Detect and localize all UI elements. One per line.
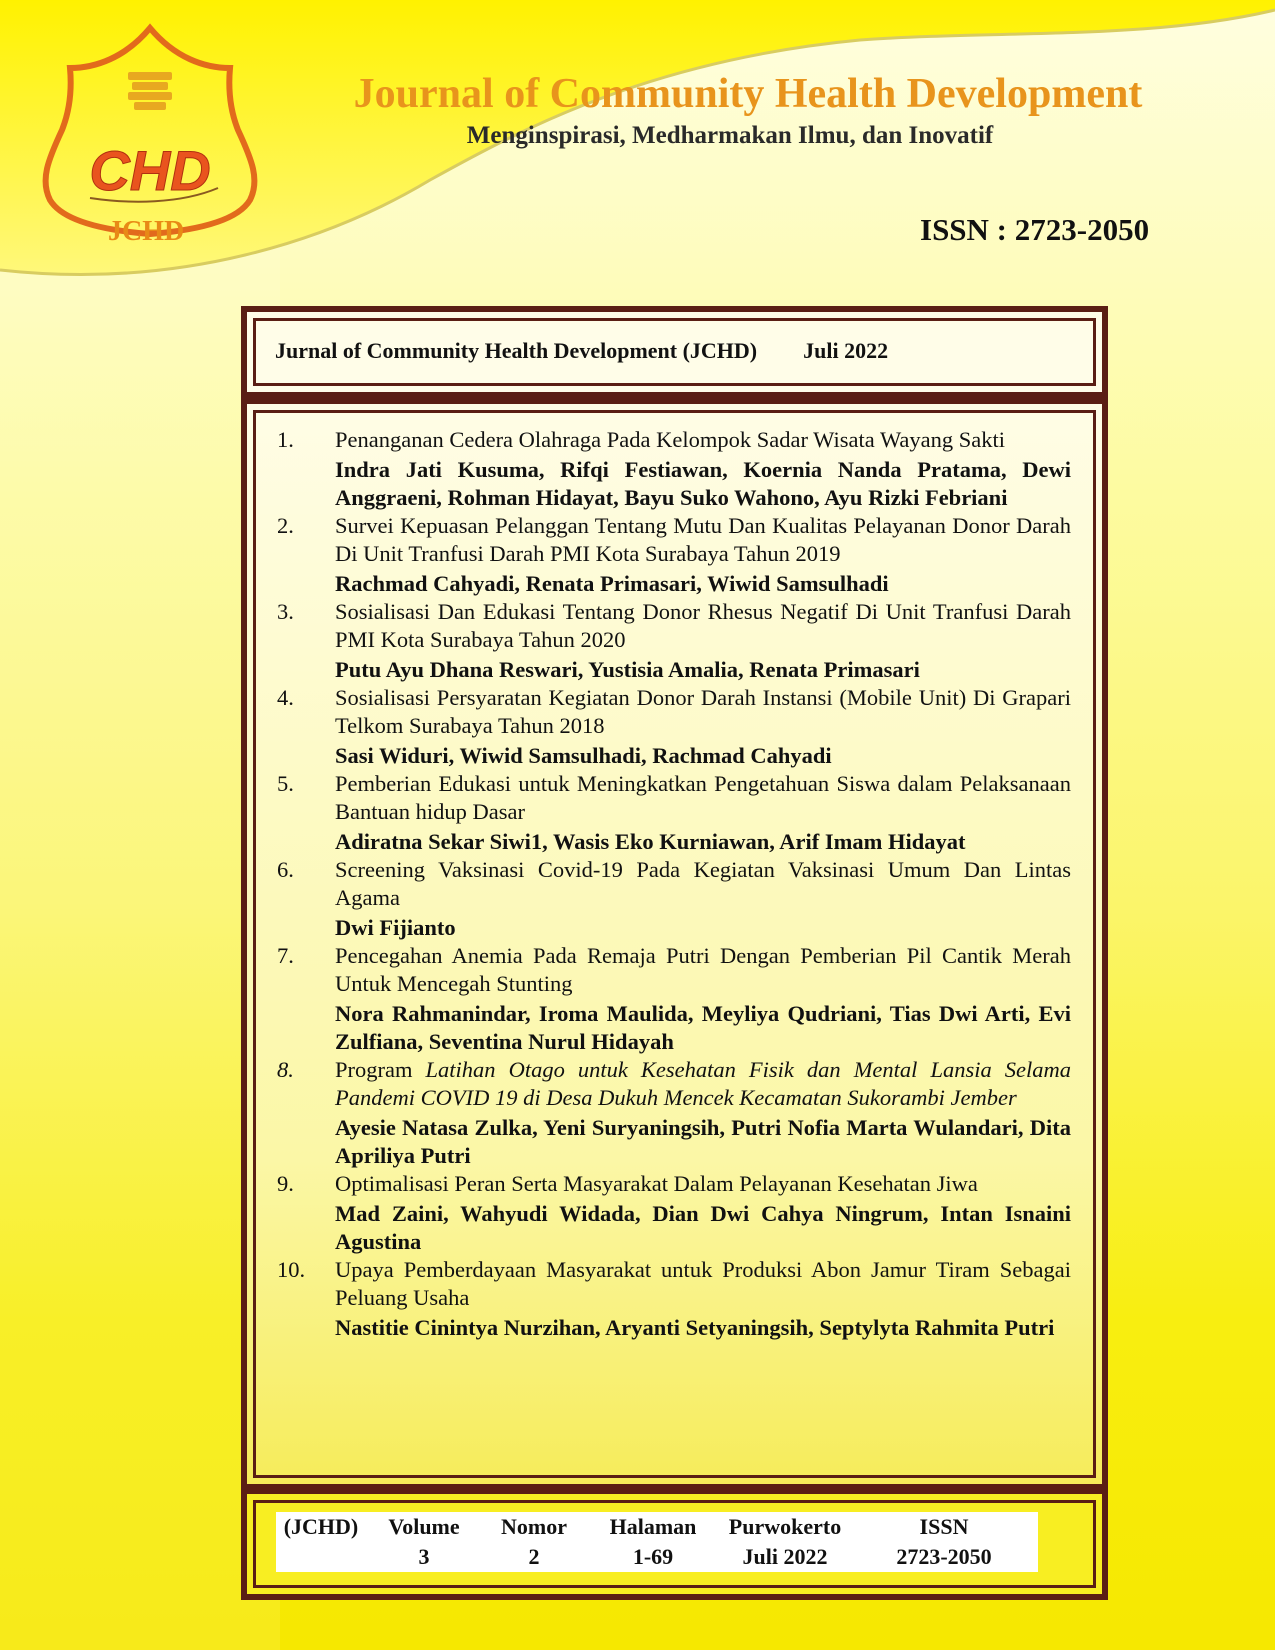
journal-title: Journal of Community Health Development (353, 71, 1143, 117)
article-number: 2. (277, 513, 294, 538)
footer-value-issn: 2723-2050 (896, 1544, 992, 1569)
journal-tagline: Menginspirasi, Medharmakan Ilmu, dan Inovatif (466, 122, 994, 149)
footer-label-purwokerto: Purwokerto (728, 1514, 842, 1539)
article-number: 5. (277, 771, 294, 796)
list-item (275, 770, 1071, 856)
footer-value-nomor: 2 (528, 1544, 540, 1569)
article-title: Screening Vaksinasi Covid-19 Pada Kegiatan Vaksinasi Umum Dan Lintas Agama (335, 857, 1071, 910)
article-title: Survei Kepuasan Pelanggan Tentang Mutu Dan Kualitas Pelayanan Donor Darah Di Unit Tranfusi Darah PMI Kota Surabaya Tahun 2019 (335, 513, 1071, 566)
footer-label-issn: ISSN (919, 1514, 969, 1539)
book-stack-icon (128, 72, 172, 110)
article-authors: Indra Jati Kusuma, Rifqi Festiawan, Koernia Nanda Pratama, Dewi Anggraeni, Rohman Hidayat, Bayu Suko Wahono, Ayu Rizki Febriani (335, 457, 1071, 510)
list-item (275, 856, 1071, 942)
article-title (335, 1056, 1071, 1112)
article-authors: Nora Rahmanindar, Iroma Maulida, Meyliya Qudriani, Tias Dwi Arti, Evi Zulfiana, Seventina Nurul Hidayah (335, 1001, 1071, 1054)
article-authors: Mad Zaini, Wahyudi Widada, Dian Dwi Cahya Ningrum, Intan Isnaini Agustina (335, 1201, 1071, 1254)
list-item (275, 942, 1071, 1056)
article-authors: Ayesie Natasa Zulka, Yeni Suryaningsih, Putri Nofia Marta Wulandari, Dita Apriliya Putri (335, 1115, 1071, 1168)
footer-label-volume: Volume (388, 1514, 460, 1539)
article-authors: Putu Ayu Dhana Reswari, Yustisia Amalia, Renata Primasari (335, 657, 920, 682)
issue-info-table (276, 1512, 1038, 1572)
logo-label: JCHD (108, 216, 185, 247)
article-number: 8. (277, 1057, 294, 1082)
footer-label-halaman: Halaman (609, 1514, 697, 1539)
list-item (275, 512, 1071, 598)
article-title: Sosialisasi Dan Edukasi Tentang Donor Rhesus Negatif Di Unit Tranfusi Darah PMI Kota Surabaya Tahun 2020 (335, 599, 1071, 652)
list-item (275, 1056, 1071, 1170)
article-number: 3. (277, 599, 294, 624)
article-number: 9. (277, 1171, 294, 1196)
article-title: Penanganan Cedera Olahraga Pada Kelompok Sadar Wisata Wayang Sakti (335, 427, 1005, 452)
article-authors: Adiratna Sekar Siwi1, Wasis Eko Kurniawan, Arif Imam Hidayat (335, 829, 966, 854)
list-item (275, 426, 1071, 512)
footer-value-halaman: 1-69 (632, 1544, 674, 1569)
footer-label-nomor: Nomor (501, 1514, 567, 1539)
article-title: Pencegahan Anemia Pada Remaja Putri Dengan Pemberian Pil Cantik Merah Untuk Mencegah Stunting (335, 943, 1071, 996)
issue-date: Juli 2022 (803, 338, 889, 363)
article-title: Sosialisasi Persyaratan Kegiatan Donor Darah Instansi (Mobile Unit) Di Grapari Telkom Surabaya Tahun 2018 (335, 685, 1071, 738)
table-of-contents (275, 426, 1071, 1342)
article-number: 6. (277, 857, 294, 882)
article-title: Upaya Pemberdayaan Masyarakat untuk Produksi Abon Jamur Tiram Sebagai Peluang Usaha (335, 1257, 1071, 1310)
article-number: 7. (277, 943, 294, 968)
article-authors: Nastitie Cinintya Nurzihan, Aryanti Setyaningsih, Septylyta Rahmita Putri (335, 1315, 1055, 1340)
article-title: Pemberian Edukasi untuk Meningkatkan Pengetahuan Siswa dalam Pelaksanaan Bantuan hidup Dasar (335, 771, 1071, 824)
article-number: 10. (277, 1257, 306, 1282)
issue-journal-name: Jurnal of Community Health Development (JCHD) (275, 338, 758, 363)
list-item (275, 598, 1071, 684)
logo-shield-outline (46, 28, 255, 234)
article-title-italic: Latihan Otago untuk Kesehatan Fisik dan Mental Lansia Selama Pandemi COVID 19 di Desa Dukuh Mencek Kecamatan Sukorambi Jember (335, 1057, 1071, 1110)
article-title-prefix: Program (335, 1057, 426, 1082)
list-item (275, 684, 1071, 770)
list-item (275, 1256, 1071, 1342)
logo-text: CHD (89, 139, 211, 202)
article-authors: Sasi Widuri, Wiwid Samsulhadi, Rachmad Cahyadi (335, 743, 832, 768)
article-authors: Rachmad Cahyadi, Renata Primasari, Wiwid Samsulhadi (335, 571, 889, 596)
issue-info-values (276, 1542, 1038, 1572)
issue-info-labels (276, 1512, 1038, 1542)
article-number: 4. (277, 685, 294, 710)
article-number: 1. (277, 427, 294, 452)
article-title: Optimalisasi Peran Serta Masyarakat Dalam Pelayanan Kesehatan Jiwa (335, 1171, 978, 1196)
issn-header: ISSN : 2723-2050 (920, 212, 1150, 247)
footer-label-jchd: (JCHD) (283, 1514, 359, 1539)
article-authors: Dwi Fijianto (335, 915, 456, 940)
footer-value-date: Juli 2022 (742, 1544, 828, 1569)
issue-title-line (275, 338, 888, 364)
list-item (275, 1170, 1071, 1256)
footer-value-volume: 3 (418, 1544, 430, 1569)
